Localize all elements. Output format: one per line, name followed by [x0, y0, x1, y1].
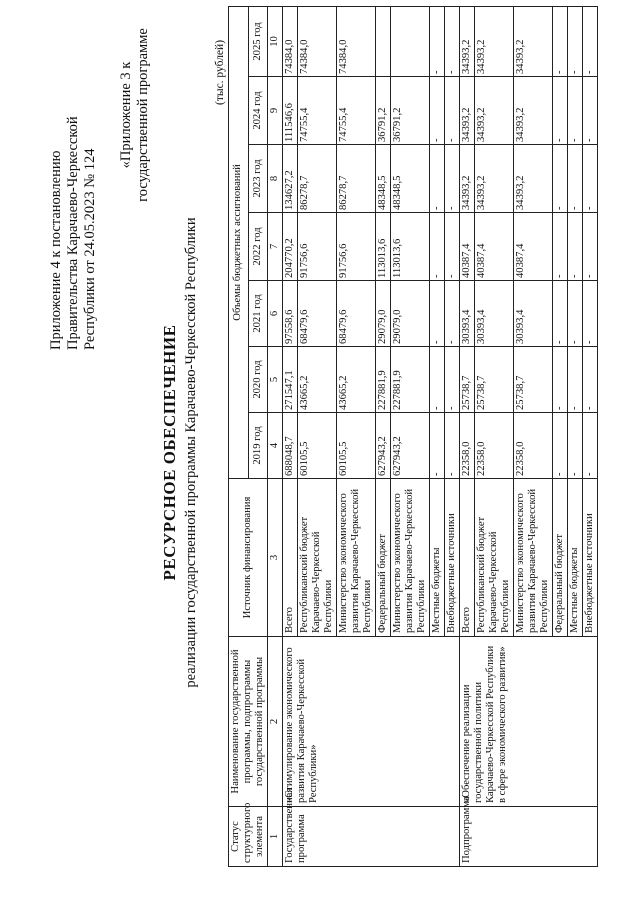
cell-value: 227881,9 [376, 347, 391, 413]
cell-value: 74755,4 [337, 77, 376, 145]
cell-value: 60105,5 [298, 413, 337, 479]
header-year: 2019 год [248, 413, 268, 479]
cell-value: 43665,2 [337, 347, 376, 413]
cell-value: - [583, 213, 598, 281]
cell-program-name: «Стимулирование экономического развития Карачаево-Черкесской Республики» [283, 637, 460, 807]
cell-value: - [553, 281, 568, 347]
appendix-4-note [48, 20, 99, 350]
cell-value: 86278,7 [337, 145, 376, 213]
cell-value: - [583, 413, 598, 479]
cell-value: 40387,4 [460, 213, 475, 281]
cell-value: 40387,4 [475, 213, 514, 281]
cell-value: 74384,0 [337, 6, 376, 76]
cell-value [391, 6, 430, 76]
column-number: 6 [268, 281, 283, 347]
cell-value: - [583, 347, 598, 413]
cell-value: 271547,1 [283, 347, 298, 413]
cell-value: 111546,6 [283, 77, 298, 145]
cell-source: Федеральный бюджет [553, 479, 568, 637]
cell-source: Местные бюджеты [430, 479, 445, 637]
cell-value: - [583, 77, 598, 145]
cell-value: - [553, 6, 568, 76]
cell-value: - [445, 347, 460, 413]
column-number: 9 [268, 77, 283, 145]
cell-source: Внебюджетные источники [583, 479, 598, 637]
cell-value: 30393,4 [514, 281, 553, 347]
cell-value: 34393,2 [475, 145, 514, 213]
cell-value: 30393,4 [475, 281, 514, 347]
cell-value: 60105,5 [337, 413, 376, 479]
column-number: 4 [268, 413, 283, 479]
cell-value: - [445, 413, 460, 479]
table-body [283, 6, 598, 866]
header-year: 2021 год [248, 281, 268, 347]
cell-value: - [568, 77, 583, 145]
column-number: 3 [268, 479, 283, 637]
cell-value: - [568, 281, 583, 347]
cell-value: 113013,6 [376, 213, 391, 281]
cell-value: - [445, 145, 460, 213]
cell-source: Республиканский бюджет Карачаево-Черкесской Республики [298, 479, 337, 637]
cell-value: 91756,6 [337, 213, 376, 281]
cell-status: Подпрограмма [460, 807, 598, 867]
cell-value: 204770,2 [283, 213, 298, 281]
table-row [283, 6, 298, 866]
header-source: Источник финансирования [229, 479, 268, 637]
cell-value: - [445, 213, 460, 281]
cell-value: - [430, 6, 445, 76]
cell-value: - [553, 213, 568, 281]
cell-value: 36791,2 [376, 77, 391, 145]
cell-status: Государственная программа [283, 807, 460, 867]
cell-value: - [583, 6, 598, 76]
cell-value: 36791,2 [391, 77, 430, 145]
cell-value: 30393,4 [460, 281, 475, 347]
cell-value: 22358,0 [514, 413, 553, 479]
column-number: 10 [268, 6, 283, 76]
document-title: РЕСУРСНОЕ ОБЕСПЕЧЕНИЕ [160, 324, 179, 581]
cell-value: 688048,7 [283, 413, 298, 479]
cell-value: 34393,2 [514, 77, 553, 145]
cell-value: 74384,0 [283, 6, 298, 76]
column-number: 7 [268, 213, 283, 281]
cell-value: - [430, 77, 445, 145]
cell-value: 74755,4 [298, 77, 337, 145]
cell-source: Всего [460, 479, 475, 637]
cell-value: - [583, 281, 598, 347]
header-volumes: Объемы бюджетных ассигнований [229, 6, 249, 478]
cell-value: - [445, 6, 460, 76]
cell-source: Всего [283, 479, 298, 637]
cell-value: 134627,2 [283, 145, 298, 213]
cell-value: - [445, 77, 460, 145]
cell-value: 34393,2 [514, 6, 553, 76]
cell-source: Местные бюджеты [568, 479, 583, 637]
appendix-4-line: Приложение 4 к постановлению [48, 150, 64, 350]
cell-value: 22358,0 [460, 413, 475, 479]
cell-source: Республиканский бюджет Карачаево-Черкесской Республики [475, 479, 514, 637]
cell-value: 25738,7 [514, 347, 553, 413]
column-number: 1 [268, 807, 283, 867]
cell-source: Внебюджетные источники [445, 479, 460, 637]
cell-value: 34393,2 [475, 6, 514, 76]
cell-value: - [553, 145, 568, 213]
cell-value: 227881,9 [391, 347, 430, 413]
header-year: 2023 год [248, 145, 268, 213]
cell-source: Министерство экономического развития Карачаево-Черкесской Республики [514, 479, 553, 637]
header-year: 2022 год [248, 213, 268, 281]
cell-value: 627943,2 [376, 413, 391, 479]
column-number: 8 [268, 145, 283, 213]
cell-value: 34393,2 [460, 77, 475, 145]
cell-program-name: «Обеспечение реализации государственной политики Карачаево-Черкесской Республики в сфере экономического развития» [460, 637, 598, 807]
cell-source: Министерство экономического развития Карачаево-Черкесской Республики [391, 479, 430, 637]
cell-value: - [430, 281, 445, 347]
appendix-3-note [118, 15, 152, 215]
column-numbers-row [268, 6, 283, 866]
cell-value: 68479,6 [337, 281, 376, 347]
appendix-4-line: Республики от 24.05.2023 № 124 [82, 148, 98, 350]
column-number: 2 [268, 637, 283, 807]
cell-value: 34393,2 [475, 77, 514, 145]
cell-value: 29079,0 [376, 281, 391, 347]
appendix-3-line: «Приложение 3 к [118, 61, 134, 169]
cell-value: - [568, 213, 583, 281]
cell-value: 22358,0 [475, 413, 514, 479]
cell-value: 97558,6 [283, 281, 298, 347]
cell-value: 40387,4 [514, 213, 553, 281]
cell-source: Министерство экономического развития Карачаево-Черкесской Республики [337, 479, 376, 637]
cell-value: 25738,7 [460, 347, 475, 413]
cell-value: - [553, 347, 568, 413]
cell-value: 43665,2 [298, 347, 337, 413]
cell-value: 34393,2 [514, 145, 553, 213]
table-row [460, 6, 475, 866]
column-number: 5 [268, 347, 283, 413]
cell-value: - [430, 347, 445, 413]
units-note: (тыс. рублей) [214, 39, 226, 105]
appendix-3-line: государственной программе [135, 28, 151, 202]
header-name: Наименование государственной программы, подпрограммы государственной программы [229, 637, 268, 807]
cell-value: 48348,5 [376, 145, 391, 213]
header-year: 2025 год [248, 6, 268, 76]
cell-value: 34393,2 [460, 145, 475, 213]
cell-value: - [445, 281, 460, 347]
cell-value: - [583, 145, 598, 213]
cell-value: 48348,5 [391, 145, 430, 213]
cell-value: 68479,6 [298, 281, 337, 347]
header-status: Статус структурного элемента [229, 807, 268, 867]
resource-table [228, 6, 598, 867]
document-subtitle: реализации государственной программы Карачаево-Черкесской Республики [183, 217, 199, 688]
cell-value: 627943,2 [391, 413, 430, 479]
cell-value: - [553, 413, 568, 479]
header-year: 2020 год [248, 347, 268, 413]
header-year: 2024 год [248, 77, 268, 145]
cell-value: 86278,7 [298, 145, 337, 213]
cell-value: - [430, 413, 445, 479]
cell-value: - [568, 145, 583, 213]
cell-value: 29079,0 [391, 281, 430, 347]
cell-value: - [568, 347, 583, 413]
appendix-4-line: Правительства Карачаево-Черкесской [65, 116, 81, 350]
cell-value: 25738,7 [475, 347, 514, 413]
cell-value: - [430, 145, 445, 213]
cell-value: - [553, 77, 568, 145]
cell-value: - [568, 413, 583, 479]
cell-value: 34393,2 [460, 6, 475, 76]
cell-value [376, 6, 391, 76]
cell-value: - [568, 6, 583, 76]
cell-source: Федеральный бюджет [376, 479, 391, 637]
cell-value: - [430, 213, 445, 281]
cell-value: 74384,0 [298, 6, 337, 76]
cell-value: 113013,6 [391, 213, 430, 281]
cell-value: 91756,6 [298, 213, 337, 281]
